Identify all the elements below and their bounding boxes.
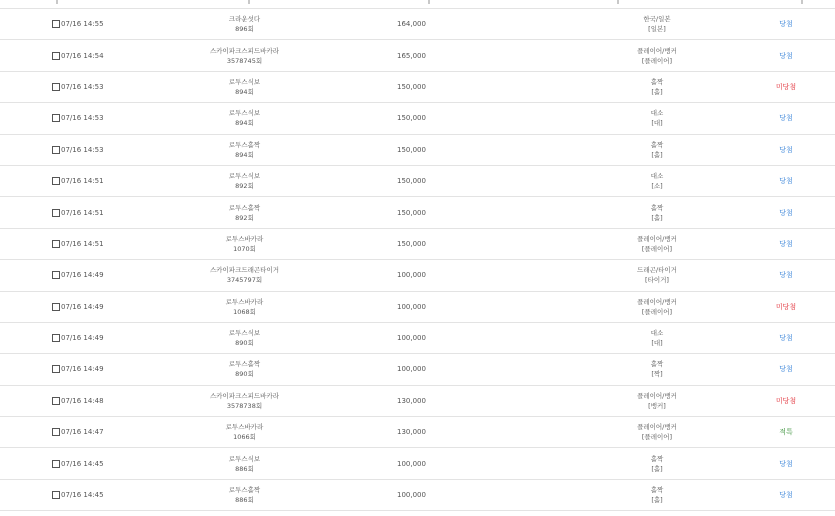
bet-amount: 130,000 <box>397 396 426 405</box>
game-name: 크라운섯다 <box>228 15 261 24</box>
game-round: 890회 <box>235 370 254 379</box>
bet-datetime: 07/16 14:54 <box>61 51 104 60</box>
pick-type: 홀짝 <box>650 77 664 86</box>
pick-choice: [홀] <box>651 150 663 159</box>
row-checkbox[interactable] <box>52 177 60 185</box>
table-row <box>0 103 835 134</box>
date-cell <box>0 334 107 342</box>
pick-cell <box>452 359 692 379</box>
result-badge: 미당첨 <box>775 82 797 91</box>
pick-choice: [소] <box>651 182 663 191</box>
row-checkbox[interactable] <box>52 114 60 122</box>
result-badge: 미당첨 <box>775 396 797 405</box>
pick-cell <box>452 46 692 66</box>
date-cell <box>0 20 107 28</box>
bet-amount: 130,000 <box>397 428 426 437</box>
result-badge: 당첨 <box>779 239 793 248</box>
bet-datetime: 07/16 14:51 <box>61 208 104 217</box>
game-name: 스카이파크스피드바카라 <box>209 391 280 400</box>
table-row <box>0 448 835 479</box>
table-row <box>0 260 835 291</box>
bet-datetime: 07/16 14:48 <box>61 396 104 405</box>
pick-cell <box>452 171 692 191</box>
pick-type: 홀짝 <box>650 360 664 369</box>
game-round: 892회 <box>235 182 254 191</box>
game-round: 892회 <box>235 213 254 222</box>
game-round: 894회 <box>235 150 254 159</box>
bet-datetime: 07/16 14:53 <box>61 145 104 154</box>
game-name: 로투스바카라 <box>225 234 264 243</box>
bet-datetime: 07/16 14:51 <box>61 177 104 186</box>
game-round: 1068회 <box>233 307 256 316</box>
pick-choice: [일본] <box>648 25 666 34</box>
row-checkbox[interactable] <box>52 146 60 154</box>
result-badge: 당첨 <box>779 145 793 154</box>
game-round: 890회 <box>235 339 254 348</box>
row-checkbox[interactable] <box>52 397 60 405</box>
game-name: 로투스식보 <box>228 454 261 463</box>
bet-amount: 150,000 <box>397 239 426 248</box>
bet-amount: 100,000 <box>397 334 426 343</box>
game-name: 로투스식보 <box>228 109 261 118</box>
bet-amount: 165,000 <box>397 51 426 60</box>
result-badge: 당첨 <box>779 177 793 186</box>
pick-type: 한국/일본 <box>643 15 671 24</box>
pick-type: 홀짝 <box>650 486 664 495</box>
result-badge: 당첨 <box>779 51 793 60</box>
game-round: 894회 <box>235 119 254 128</box>
pick-choice: [대] <box>651 119 663 128</box>
row-checkbox[interactable] <box>52 365 60 373</box>
table-row <box>0 292 835 323</box>
bet-amount: 164,000 <box>397 20 426 29</box>
game-name: 로투스바카라 <box>225 297 264 306</box>
result-badge: 적특 <box>779 428 793 437</box>
bet-datetime: 07/16 14:55 <box>61 20 104 29</box>
bet-datetime: 07/16 14:45 <box>61 459 104 468</box>
pick-type: 홀짝 <box>650 203 664 212</box>
game-cell <box>107 234 302 254</box>
result-badge: 당첨 <box>779 459 793 468</box>
pick-type: 플레이어/뱅커 <box>637 46 677 55</box>
date-cell <box>0 209 107 217</box>
pick-type: 플레이어/뱅커 <box>637 297 677 306</box>
pick-cell <box>452 14 692 34</box>
result-badge: 당첨 <box>779 114 793 123</box>
game-name: 로투스식보 <box>228 329 261 338</box>
row-checkbox[interactable] <box>52 303 60 311</box>
pick-cell <box>452 265 692 285</box>
pick-cell <box>452 234 692 254</box>
pick-cell <box>452 297 692 317</box>
pick-type: 대소 <box>650 329 664 338</box>
pick-type: 홀짝 <box>650 454 664 463</box>
date-cell <box>0 146 107 154</box>
bet-datetime: 07/16 14:49 <box>61 365 104 374</box>
result-badge: 당첨 <box>779 20 793 29</box>
bet-amount: 150,000 <box>397 208 426 217</box>
bet-amount: 100,000 <box>397 459 426 468</box>
bet-amount: 100,000 <box>397 302 426 311</box>
game-round: 1070회 <box>233 244 256 253</box>
table-row <box>0 72 835 103</box>
row-checkbox[interactable] <box>52 52 60 60</box>
game-name: 로투스홀짝 <box>228 360 261 369</box>
game-cell <box>107 391 302 411</box>
game-name: 로투스홀짝 <box>228 203 261 212</box>
game-cell <box>107 328 302 348</box>
bet-datetime: 07/16 14:47 <box>61 428 104 437</box>
bet-amount: 100,000 <box>397 271 426 280</box>
result-badge: 당첨 <box>779 208 793 217</box>
pick-choice: [뱅커] <box>648 401 666 410</box>
date-cell <box>0 397 107 405</box>
table-row <box>0 417 835 448</box>
game-cell <box>107 77 302 97</box>
bet-datetime: 07/16 14:53 <box>61 82 104 91</box>
game-name: 로투스식보 <box>228 172 261 181</box>
pick-choice: [플레이어] <box>641 56 673 65</box>
bet-amount: 150,000 <box>397 177 426 186</box>
bet-amount: 150,000 <box>397 114 426 123</box>
bet-datetime: 07/16 14:51 <box>61 239 104 248</box>
result-badge: 당첨 <box>779 271 793 280</box>
game-cell <box>107 359 302 379</box>
game-name: 로투스홀짝 <box>228 486 261 495</box>
pick-type: 플레이어/뱅커 <box>637 234 677 243</box>
game-round: 3745797회 <box>226 276 263 285</box>
game-name: 스카이파크드래곤타이거 <box>209 266 280 275</box>
game-round: 894회 <box>235 87 254 96</box>
date-cell <box>0 52 107 60</box>
bet-amount: 150,000 <box>397 145 426 154</box>
game-name: 스카이파크스피드바카라 <box>209 46 280 55</box>
pick-cell <box>452 77 692 97</box>
game-cell <box>107 46 302 66</box>
game-cell <box>107 265 302 285</box>
row-checkbox[interactable] <box>52 334 60 342</box>
game-round: 1066회 <box>233 433 256 442</box>
table-row <box>0 354 835 385</box>
date-cell <box>0 303 107 311</box>
date-cell <box>0 114 107 122</box>
bet-amount: 100,000 <box>397 365 426 374</box>
result-badge: 당첨 <box>779 491 793 500</box>
game-cell <box>107 297 302 317</box>
table-body <box>0 9 835 511</box>
table-row <box>0 197 835 228</box>
pick-type: 플레이어/뱅커 <box>637 423 677 432</box>
bet-amount: 100,000 <box>397 491 426 500</box>
pick-choice: [홀] <box>651 464 663 473</box>
date-cell <box>0 177 107 185</box>
pick-choice: [홀] <box>651 496 663 505</box>
game-cell <box>107 203 302 223</box>
table-row <box>0 40 835 71</box>
date-cell <box>0 460 107 468</box>
bet-datetime: 07/16 14:49 <box>61 302 104 311</box>
result-badge: 당첨 <box>779 365 793 374</box>
game-cell <box>107 454 302 474</box>
row-checkbox[interactable] <box>52 491 60 499</box>
date-cell <box>0 240 107 248</box>
bet-datetime: 07/16 14:49 <box>61 271 104 280</box>
date-cell <box>0 365 107 373</box>
pick-choice: [홀] <box>651 87 663 96</box>
date-cell <box>0 491 107 499</box>
pick-cell <box>452 485 692 505</box>
pick-type: 플레이어/뱅커 <box>637 391 677 400</box>
game-round: 886회 <box>235 464 254 473</box>
game-name: 로투스바카라 <box>225 423 264 432</box>
pick-choice: [대] <box>651 339 663 348</box>
table-row <box>0 386 835 417</box>
game-round: 896회 <box>235 25 254 34</box>
row-checkbox[interactable] <box>52 20 60 28</box>
table-row <box>0 323 835 354</box>
pick-cell <box>452 108 692 128</box>
pick-cell <box>452 140 692 160</box>
row-checkbox[interactable] <box>52 428 60 436</box>
game-round: 3578738회 <box>226 401 263 410</box>
pick-type: 드래곤/타이거 <box>637 266 677 275</box>
pick-choice: [홀] <box>651 213 663 222</box>
date-cell <box>0 83 107 91</box>
bet-datetime: 07/16 14:49 <box>61 334 104 343</box>
game-cell <box>107 422 302 442</box>
pick-choice: [플레이어] <box>641 307 673 316</box>
game-cell <box>107 14 302 34</box>
pick-type: 대소 <box>650 172 664 181</box>
pick-choice: [타이거] <box>645 276 669 285</box>
table-row <box>0 9 835 40</box>
game-name: 로투스식보 <box>228 77 261 86</box>
bet-amount: 150,000 <box>397 82 426 91</box>
table-row <box>0 166 835 197</box>
row-checkbox[interactable] <box>52 460 60 468</box>
pick-cell <box>452 422 692 442</box>
table-row <box>0 229 835 260</box>
date-cell <box>0 271 107 279</box>
table-header-edge <box>0 0 835 9</box>
pick-cell <box>452 391 692 411</box>
pick-cell <box>452 203 692 223</box>
row-checkbox[interactable] <box>52 240 60 248</box>
game-cell <box>107 140 302 160</box>
game-cell <box>107 108 302 128</box>
date-cell <box>0 428 107 436</box>
row-checkbox[interactable] <box>52 209 60 217</box>
pick-choice: [짝] <box>651 370 663 379</box>
table-row <box>0 135 835 166</box>
bet-datetime: 07/16 14:53 <box>61 114 104 123</box>
row-checkbox[interactable] <box>52 83 60 91</box>
pick-cell <box>452 454 692 474</box>
pick-choice: [플레이어] <box>641 433 673 442</box>
table-row <box>0 480 835 511</box>
pick-type: 홀짝 <box>650 140 664 149</box>
pick-type: 대소 <box>650 109 664 118</box>
game-cell <box>107 171 302 191</box>
result-badge: 당첨 <box>779 334 793 343</box>
game-round: 886회 <box>235 496 254 505</box>
game-round: 3578745회 <box>226 56 263 65</box>
result-badge: 미당첨 <box>775 302 797 311</box>
pick-choice: [플레이어] <box>641 244 673 253</box>
pick-cell <box>452 328 692 348</box>
bet-datetime: 07/16 14:45 <box>61 491 104 500</box>
game-cell <box>107 485 302 505</box>
row-checkbox[interactable] <box>52 271 60 279</box>
game-name: 로투스홀짝 <box>228 140 261 149</box>
